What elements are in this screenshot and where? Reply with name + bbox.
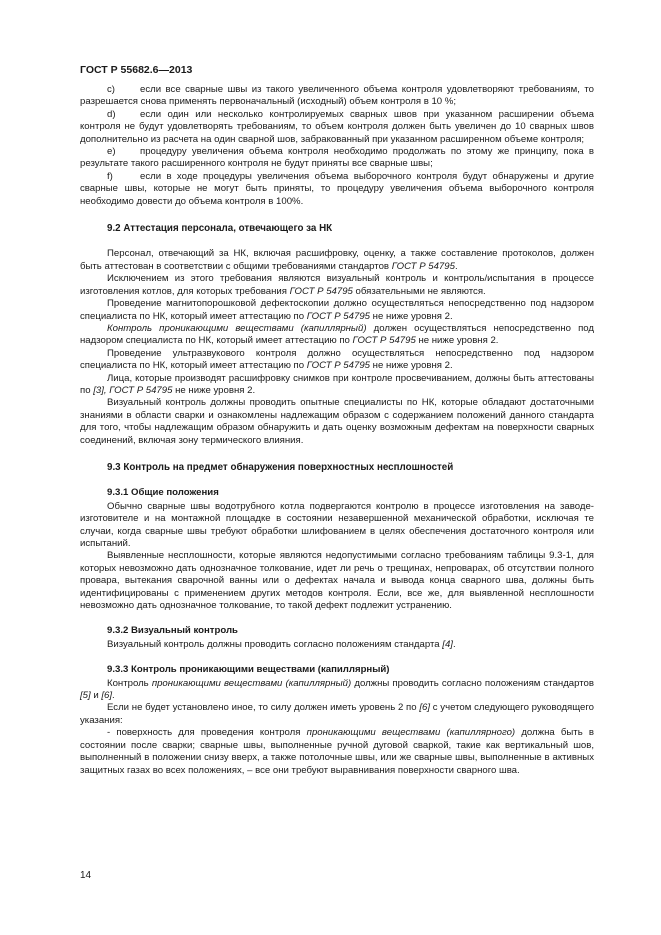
- list-item-d: d) если один или несколько контролируемых сварных швов при указанном расширении объема контроля не будут удовлетворять требованиям, то объем контроля должен быть увеличен до 10 сварных швов дополнительно из расчета на один сварной шов, забракованный при указанном расширенном объеме контроля;: [80, 108, 594, 145]
- section-9-2-title: 9.2 Аттестация персонала, отвечающего за НК: [107, 223, 333, 235]
- paragraph: Контроль проникающими веществами (капиллярный) должны проводить согласно положениям стандартов [5] и [6].: [80, 677, 594, 702]
- paragraph: Проведение магнитопорошковой дефектоскопии должно осуществляться непосредственно под надзором специалиста по НК, который имеет аттестацию по ГОСТ Р 54795 не ниже уровня 2.: [80, 298, 594, 322]
- list-item-f: f) если в ходе процедуры увеличения объема выборочного контроля будут обнаружены и другие сварные швы, которые не могут быть приняты, то процедуру увеличения объема выборочного контроля необходимо довести до объема контроля в 100%.: [80, 170, 594, 207]
- section-9-3-title: 9.3 Контроль на предмет обнаружения поверхностных несплошностей: [107, 461, 454, 473]
- paragraph: Персонал, отвечающий за НК, включая расшифровку, оценку, а также составление протоколов, должен быть аттестован в соответствии с общими требованиями стандартов ГОСТ Р 54795.: [80, 248, 594, 272]
- subsection-9-3-2-title: 9.3.2 Визуальный контроль: [107, 625, 238, 637]
- list-item-c: c) если все сварные швы из такого увеличенного объема контроля удовлетворяют требованиям, то разрешается снова применять первоначальный (исходный) объем контроля в 10 %;: [80, 84, 594, 108]
- paragraph: Проведение ультразвукового контроля должно осуществляться непосредственно под надзором специалиста по НК, который имеет аттестацию по ГОСТ Р 54795 не ниже уровня 2.: [80, 347, 594, 372]
- paragraph: Исключением из этого требования являются визуальный контроль и контроль/испытания в процессе изготовления котлов, для которых требования ГОСТ Р 54795 обязательными не являются.: [80, 273, 594, 297]
- page-number: 14: [80, 870, 92, 881]
- paragraph: Выявленные несплошности, которые являются недопустимыми согласно требованиям таблицы 9.3-1, для которых невозможно дать однозначное толкование, идет ли речь о трещинах, непроварах, об отсутствии полного провара, вытекания сварочной ванны или о дефектах начала и вывода конца сварного шва, должны быть идентифицированы с применением других методов контроля. Если, все же, для выявленной несплошности невозможно дать однозначное толкование, то такой дефект подлежит устранению.: [80, 550, 594, 612]
- paragraph: Обычно сварные швы водотрубного котла подвергаются контролю в процессе изготовления на заводе-изготовителе и на монтажной площадке в состоянии незавершенной механической обработки, исключая те случаи, когда сварные швы требуют обработки шлифованием в целях обеспечения достаточного контроля или испытаний.: [80, 500, 594, 549]
- paragraph: Визуальный контроль должны проводить опытные специалисты по НК, которые обладают достаточными знаниями в области сварки и ознакомлены надлежащим образом с содержанием положений данного стандарта для того, чтобы надлежащим образом обнаружить и дать оценку возможным дефектам на поверхности сварных соединений, включая зону термического влияния.: [80, 397, 594, 446]
- paragraph: Контроль проникающими веществами (капиллярный) должен осуществляться непосредственно под надзором специалиста по НК, который имеет аттестацию по ГОСТ Р 54795 не ниже уровня 2.: [80, 322, 595, 347]
- document-header: ГОСТ Р 55682.6—2013: [80, 64, 193, 76]
- paragraph: Визуальный контроль должны проводить согласно положениям стандарта [4].: [107, 638, 456, 650]
- paragraph: Если не будет установлено иное, то силу должен иметь уровень 2 по [6] с учетом следующего руководящего указания:: [80, 702, 594, 726]
- page-content: [80, 84, 594, 777]
- paragraph: Лица, которые производят расшифровку снимков при контроле просвечиванием, должны быть аттестованы по [3], ГОСТ Р 54795 не ниже уровня 2.: [80, 372, 594, 396]
- subsection-9-3-3-title: 9.3.3 Контроль проникающими веществами (капиллярный): [107, 664, 390, 676]
- paragraph: - поверхность для проведения контроля проникающими веществами (капиллярного) должна быть в состоянии после сварки; сварные швы, выполненные ручной дуговой сваркой, такие как вертикальный шов, выполненный в положении снизу вверх, а также потолочные швы, или же сварные швы, выполненные в активных защитных газах во всех положениях, – все они требуют выравнивания поверхности сварного шва.: [80, 727, 594, 776]
- subsection-9-3-1-title: 9.3.1 Общие положения: [107, 487, 219, 499]
- list-item-e: e) процедуру увеличения объема контроля необходимо продолжать по этому же принципу, пока в результате такого расширенного контроля не будут приняты все сварные швы;: [80, 146, 594, 170]
